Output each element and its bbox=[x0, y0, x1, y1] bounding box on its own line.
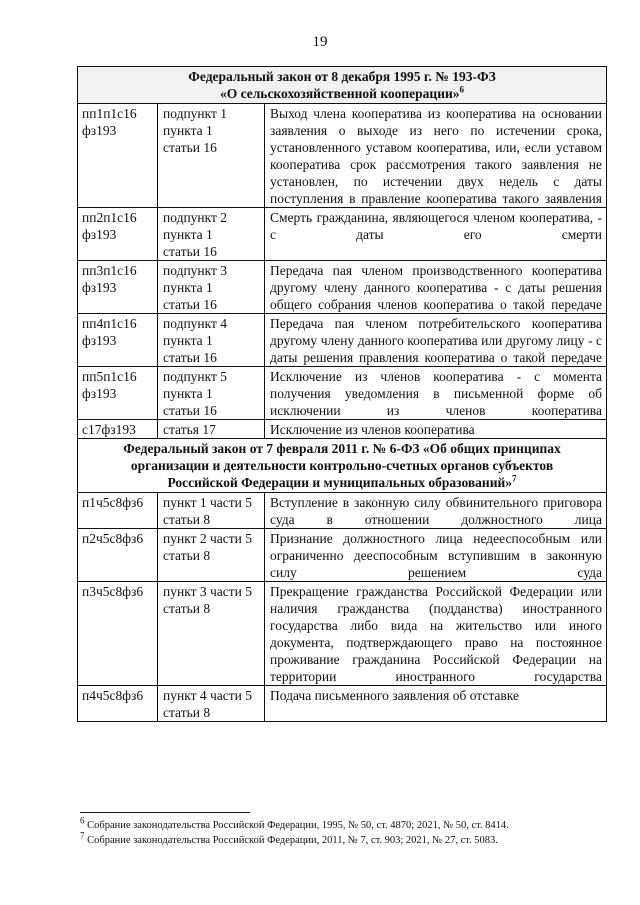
footnote-divider bbox=[80, 812, 250, 813]
table-row bbox=[78, 420, 607, 439]
article-cell: пункт 2 части 5 статьи 8 bbox=[158, 529, 265, 582]
footnote-mark: 6 bbox=[80, 815, 85, 826]
description-cell: Прекращение гражданства Российской Федерации или наличия гражданства (подданства) иностранного государства либо вида на жительство или иного документа, подтверждающего право на постоянное проживание гражданина Российской Федерации на территории иностранного государства bbox=[265, 582, 607, 686]
article-cell: подпункт 2 пункта 1 статьи 16 bbox=[158, 208, 265, 261]
section-title-line: организации и деятельности контрольно-счетных органов субъектов bbox=[130, 458, 554, 473]
article-cell: подпункт 5 пункта 1 статьи 16 bbox=[158, 367, 265, 420]
code-cell: пп5п1с16 фз193 bbox=[78, 367, 158, 420]
description-cell: Подача письменного заявления об отставке bbox=[265, 686, 607, 722]
code-cell: п1ч5с8фз6 bbox=[78, 493, 158, 529]
description-cell: Признание должностного лица недееспособным или ограниченно дееспособным вступившим в законную силу решением суда bbox=[265, 529, 607, 582]
table-row bbox=[78, 582, 607, 686]
code-cell: пп2п1с16 фз193 bbox=[78, 208, 158, 261]
section-header bbox=[78, 67, 607, 104]
code-cell: п4ч5с8фз6 bbox=[78, 686, 158, 722]
table-row bbox=[78, 529, 607, 582]
code-cell: п2ч5с8фз6 bbox=[78, 529, 158, 582]
article-cell: пункт 1 части 5 статьи 8 bbox=[158, 493, 265, 529]
footnote bbox=[80, 815, 600, 833]
description-cell: Выход члена кооператива из кооператива на основании заявления о выходе из него по истечении срока, установленного уставом кооператива, или, если уставом кооператива срок рассмотрения такого заявления не установлен, по истечении двух недель с даты поступления в правление кооператива такого заявления bbox=[265, 104, 607, 208]
footnote-text: Собрание законодательства Российской Федерации, 2011, № 7, ст. 903; 2021, № 27, ст. 5083. bbox=[87, 835, 498, 846]
table-row bbox=[78, 314, 607, 367]
section-title-line: Российской Федерации и муниципальных образований»$^7$ bbox=[167, 473, 517, 490]
description-cell: Смерть гражданина, являющегося членом кооператива, - с даты его смерти bbox=[265, 208, 607, 261]
article-cell: подпункт 4 пункта 1 статьи 16 bbox=[158, 314, 265, 367]
section-title-line: Федеральный закон от 7 февраля 2011 г. № 6-ФЗ «Об общих принципах bbox=[123, 441, 561, 456]
article-cell: подпункт 1 пункта 1 статьи 16 bbox=[158, 104, 265, 208]
code-cell: пп1п1с16 фз193 bbox=[78, 104, 158, 208]
code-cell: с17фз193 bbox=[78, 420, 158, 439]
code-cell: пп4п1с16 фз193 bbox=[78, 314, 158, 367]
section-title-line: Федеральный закон от 8 декабря 1995 г. № 193-ФЗ bbox=[188, 69, 496, 84]
description-cell: Исключение из членов кооператива bbox=[265, 420, 607, 439]
description-cell: Передача пая членом производственного кооператива другому члену данного кооператива - с даты решения общего собрания членов кооператива о такой передаче bbox=[265, 261, 607, 314]
article-cell: статья 17 bbox=[158, 420, 265, 439]
table-row bbox=[78, 261, 607, 314]
article-cell: пункт 3 части 5 статьи 8 bbox=[158, 582, 265, 686]
footnote-text: Собрание законодательства Российской Федерации, 1995, № 50, ст. 4870; 2021, № 50, ст. 8414. bbox=[87, 820, 509, 831]
footnote bbox=[80, 830, 600, 848]
footnote-ref: 7 bbox=[512, 473, 517, 484]
law-table bbox=[77, 66, 607, 722]
table-row bbox=[78, 493, 607, 529]
footnotes bbox=[80, 815, 600, 848]
description-cell: Вступление в законную силу обвинительного приговора суда в отношении должностного лица bbox=[265, 493, 607, 529]
description-cell: Исключение из членов кооператива - с момента получения уведомления в письменной форме об исключении из членов кооператива bbox=[265, 367, 607, 420]
footnote-ref: 6 bbox=[459, 84, 465, 95]
table-row bbox=[78, 367, 607, 420]
article-cell: подпункт 3 пункта 1 статьи 16 bbox=[158, 261, 265, 314]
code-cell: пп3п1с16 фз193 bbox=[78, 261, 158, 314]
section-header bbox=[78, 439, 607, 493]
code-cell: п3ч5с8фз6 bbox=[78, 582, 158, 686]
table-row bbox=[78, 104, 607, 208]
table-row bbox=[78, 686, 607, 722]
description-cell: Передача пая членом потребительского кооператива другому члену данного кооператива или другому лицу - с даты решения правления кооператива о такой передаче bbox=[265, 314, 607, 367]
table-row bbox=[78, 208, 607, 261]
section-title-line: «О сельскохозяйственной кооперации»$^6$ bbox=[219, 84, 465, 101]
footnote-mark: 7 bbox=[80, 830, 85, 841]
page-number: 19 bbox=[312, 34, 328, 50]
article-cell: пункт 4 части 5 статьи 8 bbox=[158, 686, 265, 722]
